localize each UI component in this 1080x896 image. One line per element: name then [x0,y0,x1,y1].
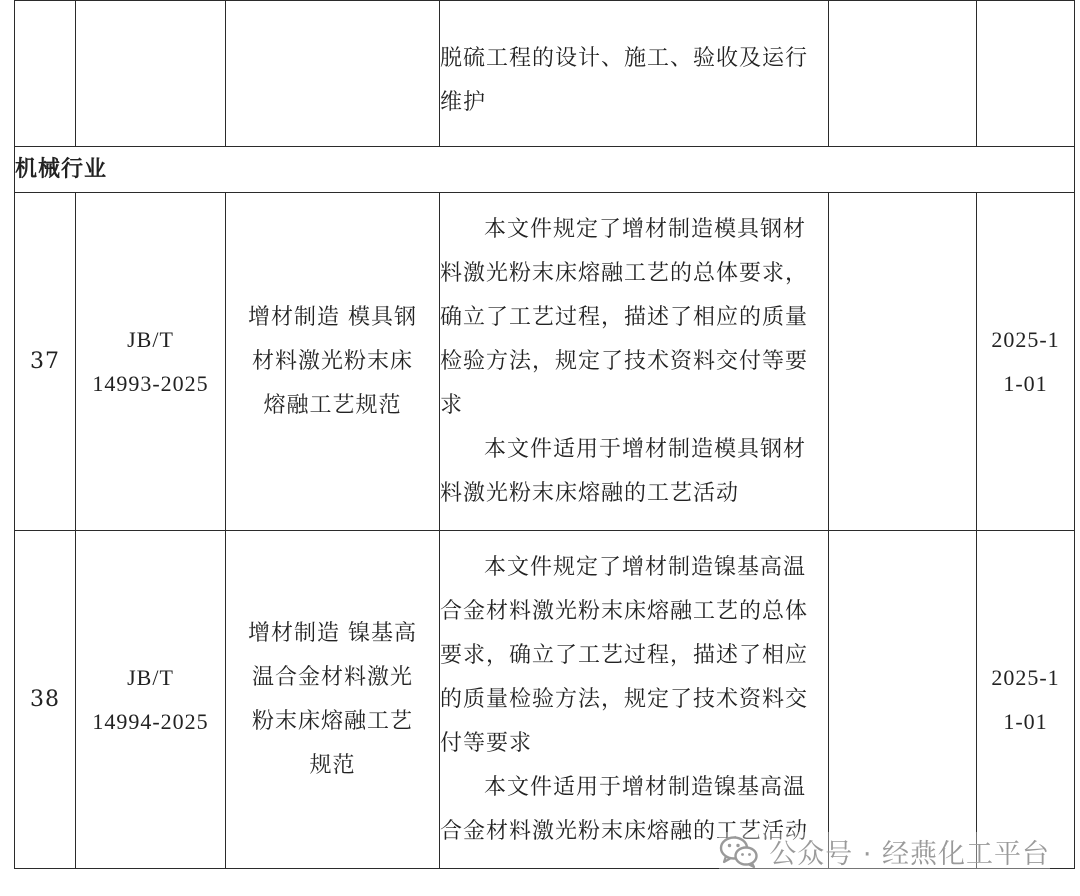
standard-name [226,193,440,531]
scope-cell [440,193,829,531]
scope-paragraph: 本文件适用于增材制造模具钢材料激光粉末床熔融的工艺活动 [440,436,807,506]
name-cell [226,1,440,147]
replaced-standard-cell [829,1,977,147]
row-number: 37 [15,193,76,531]
replaced-standard-cell [829,531,977,869]
date-part: 1-01 [1003,370,1048,396]
table-row [15,531,1075,869]
date-part: 2025-1 [991,664,1060,690]
standard-code-number: 14994-2025 [92,708,209,734]
standard-code-number: 14993-2025 [92,370,209,396]
standard-name-line: 增材制造 模具钢 [248,304,417,330]
standard-code [76,531,226,869]
scope-paragraph: 本文件适用于增材制造镍基高温合金材料激光粉末床熔融的工艺活动 [440,774,809,844]
standards-table [14,0,1075,869]
standard-name-line: 增材制造 镍基高 [248,620,417,646]
section-row [15,147,1075,193]
scope-paragraph: 本文件规定了增材制造模具钢材料激光粉末床熔融工艺的总体要求，确立了工艺过程，描述了相应的质量检验方法，规定了技术资料交付等要求 [440,216,809,418]
implementation-date [977,193,1075,531]
scope-paragraph: 本文件规定了增材制造镍基高温合金材料激光粉末床熔融工艺的总体要求，确立了工艺过程，描述了相应的质量检验方法，规定了技术资料交付等要求 [440,554,809,756]
standard-code [76,193,226,531]
wechat-icon [719,835,759,869]
row-number: 38 [15,531,76,869]
scope-cell [440,1,829,147]
table-row [15,193,1075,531]
standard-name-line: 材料激光粉末床 [251,348,413,374]
number-cell [15,1,76,147]
table-row-continuation [15,1,1075,147]
standard-name-line: 规范 [309,752,356,778]
watermark-text: 公众号 · 经燕化工平台 [769,839,1050,870]
date-cell [977,1,1075,147]
watermark [719,832,1050,871]
scope-text: 脱硫工程的设计、施工、验收及运行维护 [440,45,809,115]
standard-name-line: 粉末床熔融工艺 [251,708,413,734]
standard-name-line: 熔融工艺规范 [263,392,402,418]
section-label: 机械行业 [15,147,1075,193]
implementation-date [977,531,1075,869]
scope-cell [440,531,829,869]
standard-code-prefix: JB/T [127,326,174,352]
standard-code-prefix: JB/T [127,664,174,690]
code-cell [76,1,226,147]
date-part: 1-01 [1003,708,1048,734]
standard-name-line: 温合金材料激光 [251,664,413,690]
standard-name [226,531,440,869]
date-part: 2025-1 [991,326,1060,352]
replaced-standard-cell [829,193,977,531]
